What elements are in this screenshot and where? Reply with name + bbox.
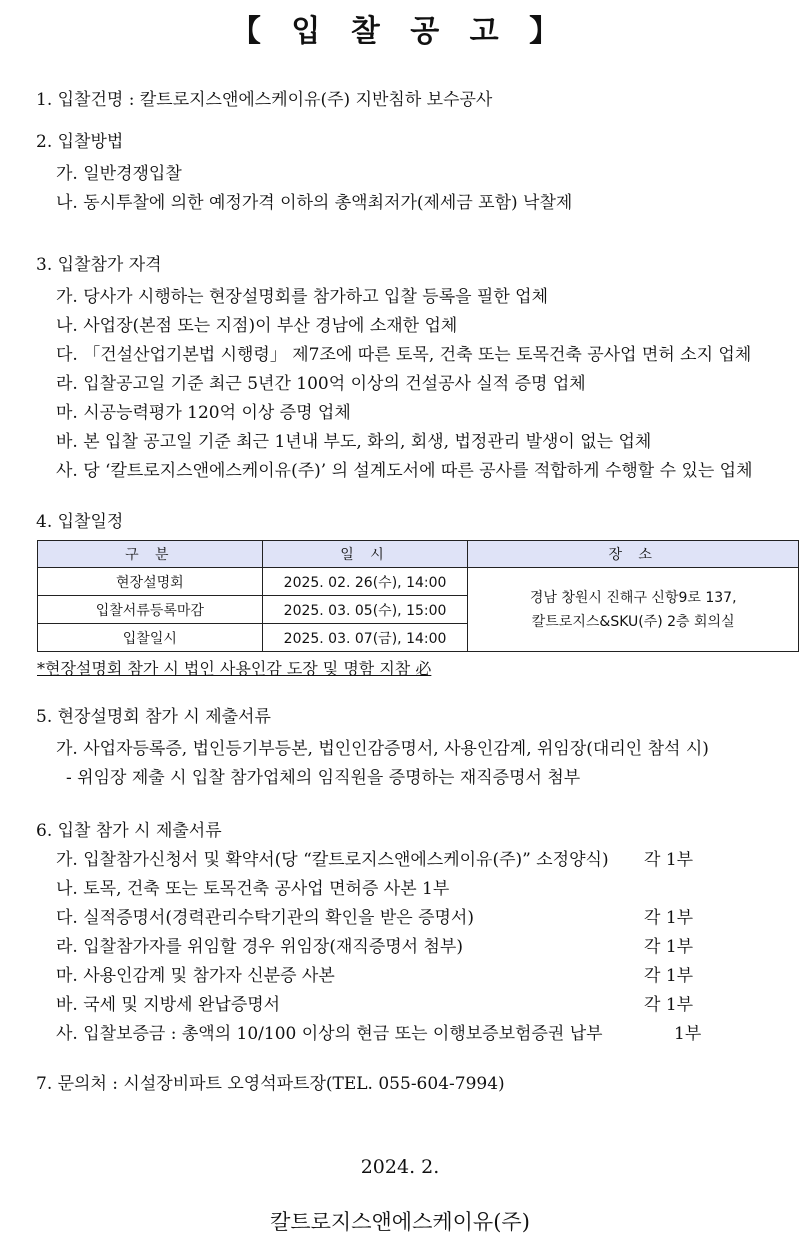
place-line: 칼트로지스&SKU(주) 2층 회의실 xyxy=(531,613,735,630)
section-3-item: 마. 시공능력평가 120억 이상 증명 업체 xyxy=(56,403,351,423)
section-3-item: 가. 당사가 시행하는 현장설명회를 참가하고 입찰 등록을 필한 업체 xyxy=(56,287,549,307)
schedule-note: *현장설명회 참가 시 법인 사용인감 도장 및 명함 지참 必 xyxy=(37,659,432,678)
section-3-item: 다. 「건설산업기본법 시행령」 제7조에 따른 토목, 건축 또는 토목건축 공사업 면허 소지 업체 xyxy=(56,345,752,365)
section-3-item: 라. 입찰공고일 기준 최근 5년간 100억 이상의 건설공사 실적 증명 업체 xyxy=(56,374,586,394)
section-2-item: 나. 동시투찰에 의한 예정가격 이하의 총액최저가(제세금 포함) 낙찰제 xyxy=(56,193,573,213)
section-6-qty: 각 1부 xyxy=(644,937,694,957)
section-2-heading: 2. 입찰방법 xyxy=(36,132,124,152)
section-6-qty: 각 1부 xyxy=(644,908,694,928)
section-6-item: 가. 입찰참가신청서 및 확약서(당 “칼트로지스앤에스케이유(주)” 소정양식) xyxy=(56,850,609,870)
schedule-table xyxy=(37,540,799,652)
section-3-heading: 3. 입찰참가 자격 xyxy=(36,255,162,275)
section-5-item: 가. 사업자등록증, 법인등기부등본, 법인인감증명서, 사용인감계, 위임장(대리인 참석 시) xyxy=(56,739,709,759)
section-1-project-name: 1. 입찰건명 : 칼트로지스앤에스케이유(주) 지반침하 보수공사 xyxy=(36,90,493,110)
announcement-date: 2024. 2. xyxy=(360,1156,440,1178)
section-6-heading: 6. 입찰 참가 시 제출서류 xyxy=(36,821,222,841)
section-6-qty: 각 1부 xyxy=(644,966,694,986)
table-header-row xyxy=(38,541,799,568)
place-line: 경남 창원시 진해구 신항9로 137, xyxy=(529,589,737,606)
section-6-item: 바. 국세 및 지방세 완납증명서 xyxy=(56,995,281,1015)
section-3-item: 바. 본 입찰 공고일 기준 최근 1년내 부도, 화의, 회생, 법정관리 발생이 없는 업체 xyxy=(56,432,652,452)
schedule-place xyxy=(468,568,799,652)
section-4-heading: 4. 입찰일정 xyxy=(36,512,124,532)
section-5-heading: 5. 현장설명회 참가 시 제출서류 xyxy=(36,707,271,727)
section-6-qty: 1부 xyxy=(674,1024,702,1044)
section-6-item: 다. 실적증명서(경력관리수탁기관의 확인을 받은 증명서) xyxy=(56,908,474,928)
schedule-datetime: 2025. 03. 07(금), 14:00 xyxy=(262,624,468,652)
column-header: 일 시 xyxy=(262,541,468,568)
section-2-item: 가. 일반경쟁입찰 xyxy=(56,164,182,184)
schedule-datetime: 2025. 02. 26(수), 14:00 xyxy=(262,568,468,596)
page-title: 【 입 찰 공 고 】 xyxy=(230,14,570,49)
column-header: 장 소 xyxy=(468,541,799,568)
table-row xyxy=(38,568,799,596)
schedule-label: 현장설명회 xyxy=(38,568,263,596)
schedule-datetime: 2025. 03. 05(수), 15:00 xyxy=(262,596,468,624)
section-6-qty: 각 1부 xyxy=(644,995,694,1015)
column-header: 구 분 xyxy=(38,541,263,568)
section-6-item: 나. 토목, 건축 또는 토목건축 공사업 면허증 사본 1부 xyxy=(56,879,450,899)
section-6-item: 마. 사용인감계 및 참가자 신분증 사본 xyxy=(56,966,335,986)
issuer-name: 칼트로지스앤에스케이유(주) xyxy=(270,1210,530,1234)
schedule-label: 입찰일시 xyxy=(38,624,263,652)
section-5-subitem: - 위임장 제출 시 입찰 참가업체의 임직원을 증명하는 재직증명서 첨부 xyxy=(66,768,581,788)
section-7-contact: 7. 문의처 : 시설장비파트 오영석파트장(TEL. 055-604-7994) xyxy=(36,1074,505,1094)
section-6-item: 사. 입찰보증금 : 총액의 10/100 이상의 현금 또는 이행보증보험증권 납부 xyxy=(56,1024,603,1044)
section-3-item: 사. 당 ‘칼트로지스앤에스케이유(주)’ 의 설계도서에 따른 공사를 적합하게 수행할 수 있는 업체 xyxy=(56,461,753,481)
section-6-qty: 각 1부 xyxy=(644,850,694,870)
section-6-item: 라. 입찰참가자를 위임할 경우 위임장(재직증명서 첨부) xyxy=(56,937,463,957)
section-3-item: 나. 사업장(본점 또는 지점)이 부산 경남에 소재한 업체 xyxy=(56,316,458,336)
schedule-label: 입찰서류등록마감 xyxy=(38,596,263,624)
